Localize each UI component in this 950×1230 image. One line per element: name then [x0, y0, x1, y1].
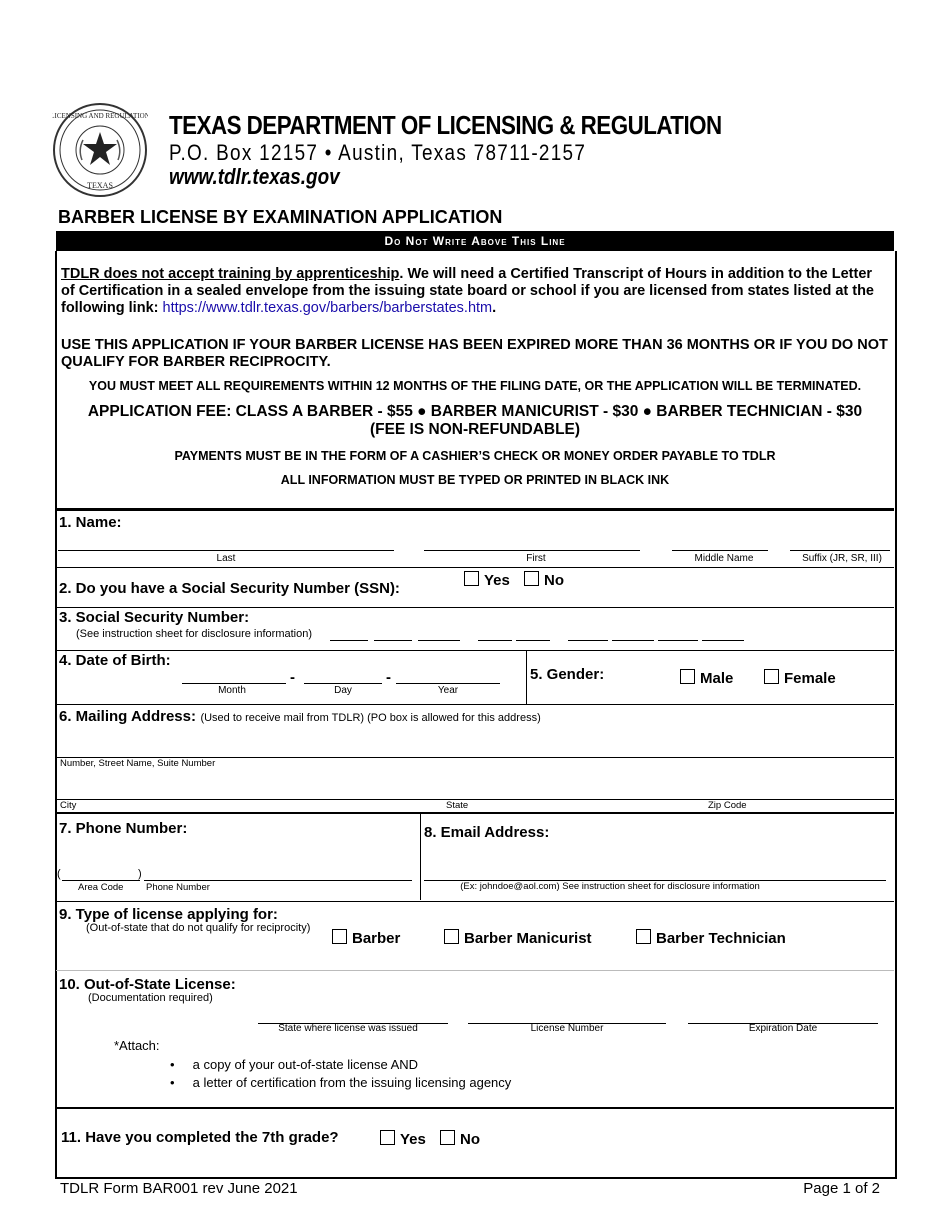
ssn-digit-field[interactable] — [330, 640, 368, 641]
intro-text: . We will need a Certified Transcript of Hours in addition to the Letter of Certification in a sealed envelope from the issuing state board or school if you are licensed from states listed at the following link: — [61, 266, 874, 316]
street-caption: Number, Street Name, Suite Number — [60, 758, 216, 769]
row-divider — [56, 901, 894, 902]
first-name-field[interactable] — [424, 550, 640, 551]
state-issued-caption: State where license was issued — [278, 1023, 418, 1034]
birth-month-field[interactable] — [182, 683, 286, 684]
ssn-digit-field[interactable] — [702, 640, 744, 641]
gender-divider — [526, 650, 527, 704]
fee-line-1: APPLICATION FEE: CLASS A BARBER - $55 ● BARBER MANICURIST - $30 ● BARBER TECHNICIAN - $30 — [87, 403, 863, 420]
dob-dash: - — [290, 669, 295, 686]
female-label: Female — [784, 670, 836, 687]
day-caption: Day — [334, 685, 352, 696]
form-id: TDLR Form BAR001 rev June 2021 — [60, 1180, 298, 1197]
phone-paren-close: ) — [138, 868, 142, 880]
female-checkbox[interactable] — [764, 669, 779, 684]
birth-year-field[interactable] — [396, 683, 500, 684]
fee-line-2: (FEE IS NON-REFUNDABLE) — [369, 421, 581, 438]
attach-bullet-1-text: a copy of your out-of-state license AND — [192, 1057, 419, 1072]
svg-text:TEXAS: TEXAS — [87, 181, 113, 190]
grade-yes-option[interactable] — [380, 1130, 426, 1148]
state-caption: State — [446, 800, 469, 811]
row-divider — [56, 812, 894, 814]
row-divider — [56, 970, 894, 971]
barber-states-link[interactable]: https://www.tdlr.texas.gov/barbers/barberstates.htm — [162, 300, 493, 316]
gender-male-option[interactable] — [680, 669, 733, 687]
ink-notice: ALL INFORMATION MUST BE TYPED OR PRINTED IN BLACK INK — [280, 473, 670, 487]
attach-bullet-2-text: a letter of certification from the issuing licensing agency — [192, 1075, 512, 1090]
attach-bullet-2: • a letter of certification from the issuing licensing agency — [170, 1075, 512, 1090]
q10-label: 10. Out-of-State License: — [59, 976, 236, 993]
tdlr-seal — [52, 102, 148, 198]
svg-text:LICENSING AND REGULATION: LICENSING AND REGULATION — [52, 112, 148, 120]
q11-label: 11. Have you completed the 7th grade? — [61, 1129, 339, 1146]
q3-label: 3. Social Security Number: — [59, 609, 250, 626]
last-name-caption: Last — [216, 553, 236, 564]
area-code-field[interactable] — [62, 880, 140, 881]
phone-number-field[interactable] — [144, 880, 412, 881]
dob-dash: - — [386, 669, 391, 686]
ssn-digit-field[interactable] — [612, 640, 654, 641]
q6-note: (Used to receive mail from TDLR) (PO box is allowed for this address) — [200, 712, 541, 724]
agency-name: TEXAS DEPARTMENT OF LICENSING & REGULATION — [169, 110, 722, 140]
ssn-no-checkbox[interactable] — [524, 571, 539, 586]
row-divider — [56, 567, 894, 568]
ssn-yes-checkbox[interactable] — [464, 571, 479, 586]
month-caption: Month — [218, 685, 246, 696]
ssn-digit-field[interactable] — [418, 640, 460, 641]
grade-no-checkbox[interactable] — [440, 1130, 455, 1145]
technician-checkbox[interactable] — [636, 929, 651, 944]
section-divider — [56, 508, 894, 511]
gender-female-option[interactable] — [764, 669, 836, 687]
intro-paragraph-3: YOU MUST MEET ALL REQUIREMENTS WITHIN 12 MONTHS OF THE FILING DATE, OR THE APPLICATION WILL BE TERMINATED. — [88, 379, 862, 393]
license-manicurist-option[interactable] — [444, 929, 592, 947]
suffix-field[interactable] — [790, 550, 890, 551]
q6-title: 6. Mailing Address: — [59, 708, 196, 725]
ssn-no-label: No — [544, 572, 564, 589]
phone-paren-open: ( — [57, 868, 61, 880]
grade-no-label: No — [460, 1131, 480, 1148]
grade-yes-checkbox[interactable] — [380, 1130, 395, 1145]
technician-label: Barber Technician — [656, 930, 786, 947]
manicurist-checkbox[interactable] — [444, 929, 459, 944]
year-caption: Year — [437, 685, 459, 696]
email-caption: (Ex: johndoe@aol.com) See instruction sheet for disclosure information — [460, 881, 760, 892]
license-barber-option[interactable] — [332, 929, 400, 947]
q2-label: 2. Do you have a Social Security Number (SSN): — [59, 580, 400, 597]
ssn-yes-option[interactable] — [464, 571, 510, 589]
zip-caption: Zip Code — [708, 800, 747, 811]
city-caption: City — [60, 800, 77, 811]
intro-end: . — [492, 300, 497, 316]
ssn-digit-field[interactable] — [478, 640, 512, 641]
apprenticeship-notice: TDLR does not accept training by apprenticeship — [61, 266, 400, 282]
first-name-caption: First — [526, 553, 546, 564]
agency-website: www.tdlr.texas.gov — [169, 164, 340, 189]
row-divider — [56, 704, 894, 705]
agency-address: P.O. Box 12157 • Austin, Texas 78711-2157 — [169, 140, 587, 165]
ssn-no-option[interactable] — [524, 571, 564, 589]
license-technician-option[interactable] — [636, 929, 786, 947]
last-name-field[interactable] — [58, 550, 394, 551]
q9-note: (Out-of-state that do not qualify for reciprocity) — [86, 922, 311, 934]
q9-label: 9. Type of license applying for: — [59, 906, 278, 923]
ssn-digit-field[interactable] — [568, 640, 608, 641]
male-checkbox[interactable] — [680, 669, 695, 684]
row-divider — [56, 1107, 894, 1109]
phone-number-caption: Phone Number — [146, 882, 210, 893]
intro-paragraph-1 — [61, 266, 889, 317]
q3-note: (See instruction sheet for disclosure information) — [76, 628, 312, 640]
do-not-write-banner: Do Not Write Above This Line — [56, 231, 894, 251]
attach-label: *Attach: — [114, 1038, 160, 1053]
attach-bullet-1: • a copy of your out-of-state license AND — [170, 1057, 419, 1072]
male-label: Male — [700, 670, 734, 687]
q10-note: (Documentation required) — [88, 992, 213, 1004]
barber-label: Barber — [352, 930, 401, 947]
grade-yes-label: Yes — [400, 1131, 426, 1148]
q4-label: 4. Date of Birth: — [59, 652, 171, 669]
suffix-caption: Suffix (JR, SR, III) — [802, 553, 882, 564]
area-code-caption: Area Code — [78, 882, 124, 893]
q7-label: 7. Phone Number: — [59, 820, 188, 837]
manicurist-label: Barber Manicurist — [464, 930, 592, 947]
license-number-caption: License Number — [530, 1023, 604, 1034]
q8-label: 8. Email Address: — [424, 824, 550, 841]
middle-name-field[interactable] — [672, 550, 768, 551]
ssn-yes-label: Yes — [484, 572, 510, 589]
barber-checkbox[interactable] — [332, 929, 347, 944]
form-title: BARBER LICENSE BY EXAMINATION APPLICATION — [58, 207, 503, 227]
q5-label: 5. Gender: — [530, 666, 605, 683]
row-divider — [56, 607, 894, 608]
page-number: Page 1 of 2 — [803, 1180, 880, 1197]
ssn-digit-field[interactable] — [374, 640, 412, 641]
birth-day-field[interactable] — [304, 683, 382, 684]
grade-no-option[interactable] — [440, 1130, 480, 1148]
email-divider — [420, 814, 421, 900]
row-divider — [56, 650, 894, 651]
intro-paragraph-2: USE THIS APPLICATION IF YOUR BARBER LICENSE HAS BEEN EXPIRED MORE THAN 36 MONTHS OR IF YOU DO NOT QUALIFY FOR BARBER RECIPROCITY. — [61, 337, 888, 370]
payment-notice: PAYMENTS MUST BE IN THE FORM OF A CASHIER’S CHECK OR MONEY ORDER PAYABLE TO TDLR — [174, 449, 776, 463]
middle-name-caption: Middle Name — [694, 553, 754, 564]
ssn-digit-field[interactable] — [516, 640, 550, 641]
expiration-caption: Expiration Date — [748, 1023, 818, 1034]
city-state-zip-field[interactable] — [56, 799, 894, 800]
ssn-digit-field[interactable] — [658, 640, 698, 641]
q1-label: 1. Name: — [59, 514, 122, 531]
q6-label — [59, 708, 541, 726]
